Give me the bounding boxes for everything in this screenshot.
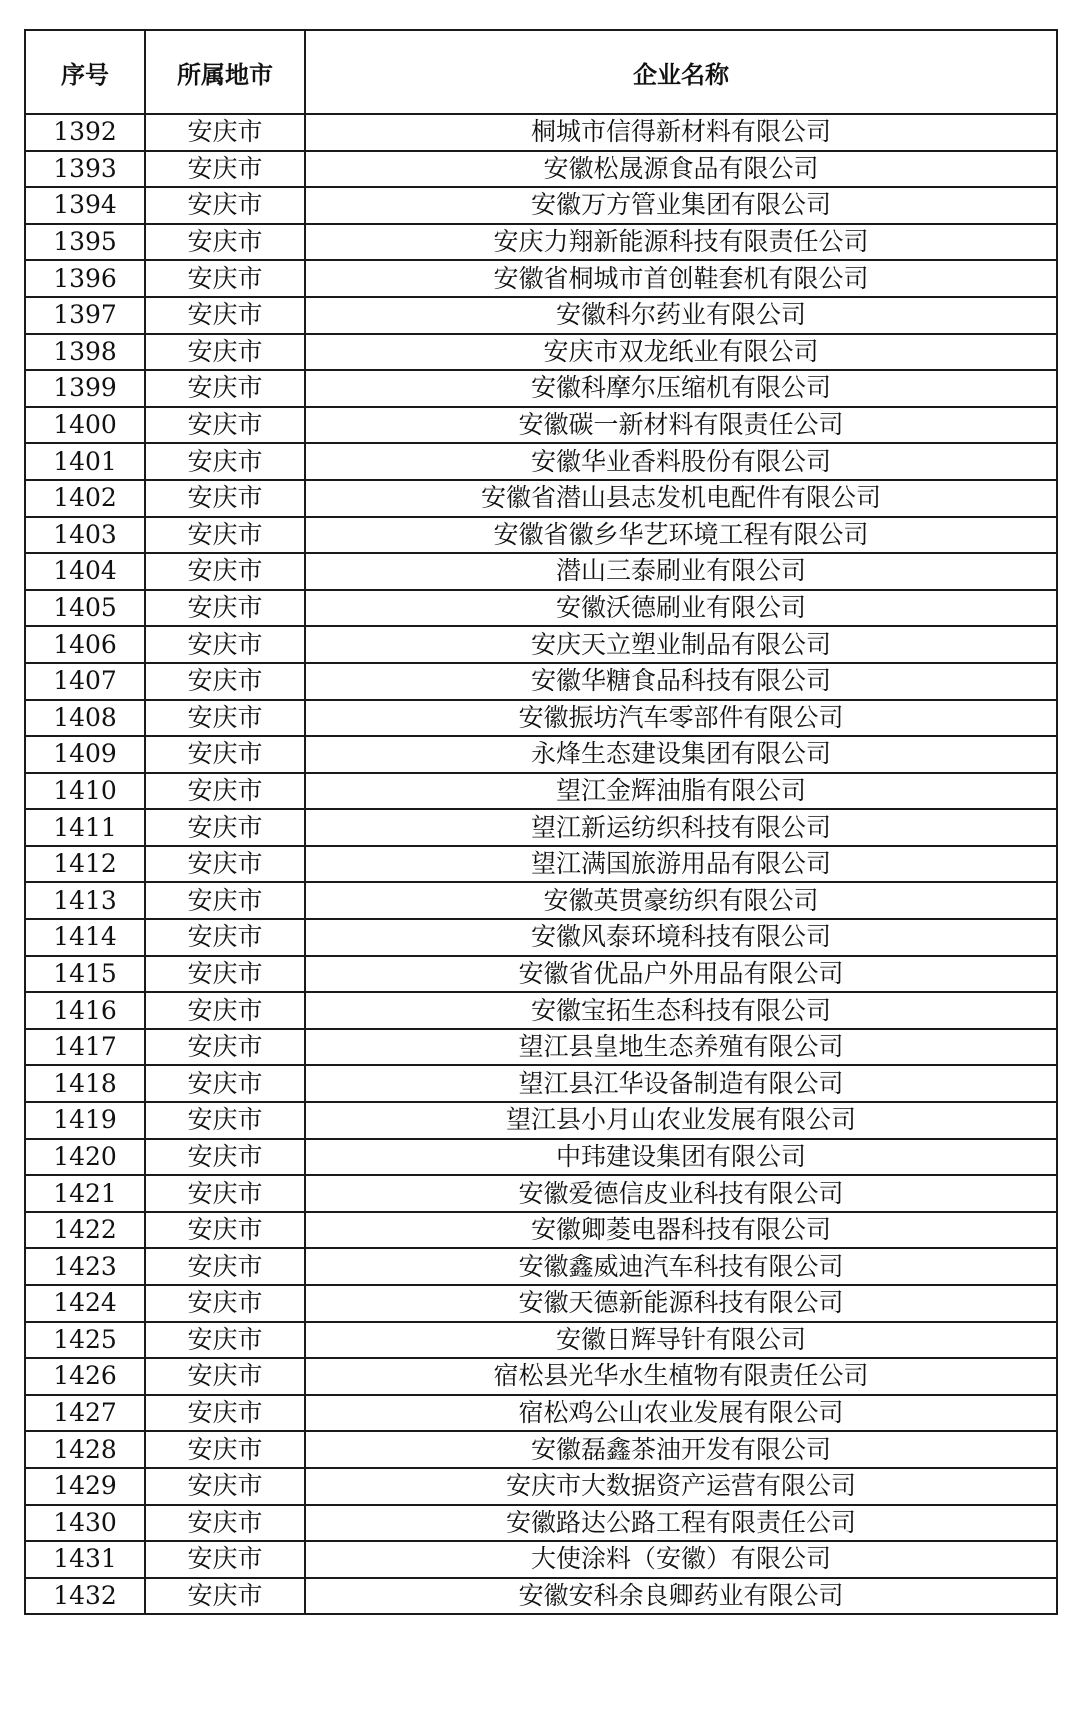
cell-company-name: 安徽振坊汽车零部件有限公司 [305, 700, 1057, 737]
cell-serial-number: 1400 [25, 407, 145, 444]
table-row [25, 992, 1057, 1029]
cell-city: 安庆市 [145, 1578, 305, 1615]
cell-company-name: 安徽万方管业集团有限公司 [305, 187, 1057, 224]
cell-serial-number: 1393 [25, 151, 145, 188]
cell-serial-number: 1414 [25, 919, 145, 956]
cell-company-name: 安徽路达公路工程有限责任公司 [305, 1505, 1057, 1542]
cell-company-name: 安庆市双龙纸业有限公司 [305, 334, 1057, 371]
cell-city: 安庆市 [145, 590, 305, 627]
cell-city: 安庆市 [145, 1322, 305, 1359]
cell-company-name: 潜山三泰刷业有限公司 [305, 553, 1057, 590]
cell-serial-number: 1423 [25, 1248, 145, 1285]
table-row [25, 1285, 1057, 1322]
table-row [25, 663, 1057, 700]
cell-city: 安庆市 [145, 1431, 305, 1468]
table-row [25, 1139, 1057, 1176]
cell-company-name: 安徽沃德刷业有限公司 [305, 590, 1057, 627]
table-row [25, 1212, 1057, 1249]
cell-city: 安庆市 [145, 882, 305, 919]
cell-serial-number: 1429 [25, 1468, 145, 1505]
table-row [25, 187, 1057, 224]
table-header-row [25, 30, 1057, 114]
cell-company-name: 安徽省徽乡华艺环境工程有限公司 [305, 517, 1057, 554]
table-row [25, 956, 1057, 993]
table-row [25, 443, 1057, 480]
cell-company-name: 安徽华业香料股份有限公司 [305, 443, 1057, 480]
cell-company-name: 望江新运纺织科技有限公司 [305, 809, 1057, 846]
cell-serial-number: 1415 [25, 956, 145, 993]
cell-company-name: 望江县小月山农业发展有限公司 [305, 1102, 1057, 1139]
cell-city: 安庆市 [145, 114, 305, 151]
cell-serial-number: 1426 [25, 1358, 145, 1395]
cell-city: 安庆市 [145, 1285, 305, 1322]
cell-serial-number: 1422 [25, 1212, 145, 1249]
cell-serial-number: 1417 [25, 1029, 145, 1066]
cell-company-name: 安徽风泰环境科技有限公司 [305, 919, 1057, 956]
cell-company-name: 安徽日辉导针有限公司 [305, 1322, 1057, 1359]
cell-company-name: 永烽生态建设集团有限公司 [305, 736, 1057, 773]
cell-serial-number: 1430 [25, 1505, 145, 1542]
table-row [25, 846, 1057, 883]
table-row [25, 809, 1057, 846]
cell-serial-number: 1416 [25, 992, 145, 1029]
cell-city: 安庆市 [145, 224, 305, 261]
cell-company-name: 安徽碳一新材料有限责任公司 [305, 407, 1057, 444]
cell-company-name: 安庆市大数据资产运营有限公司 [305, 1468, 1057, 1505]
table-row [25, 151, 1057, 188]
cell-serial-number: 1405 [25, 590, 145, 627]
cell-city: 安庆市 [145, 1395, 305, 1432]
header-company-name: 企业名称 [305, 30, 1057, 114]
cell-serial-number: 1396 [25, 260, 145, 297]
table-row [25, 370, 1057, 407]
cell-city: 安庆市 [145, 773, 305, 810]
cell-serial-number: 1427 [25, 1395, 145, 1432]
cell-serial-number: 1420 [25, 1139, 145, 1176]
cell-company-name: 安徽科尔药业有限公司 [305, 297, 1057, 334]
cell-company-name: 安徽宝拓生态科技有限公司 [305, 992, 1057, 1029]
cell-city: 安庆市 [145, 480, 305, 517]
table-row [25, 407, 1057, 444]
cell-company-name: 安徽安科余良卿药业有限公司 [305, 1578, 1057, 1615]
cell-city: 安庆市 [145, 1358, 305, 1395]
table-row [25, 1468, 1057, 1505]
cell-serial-number: 1397 [25, 297, 145, 334]
cell-company-name: 中玮建设集团有限公司 [305, 1139, 1057, 1176]
cell-company-name: 安徽松晟源食品有限公司 [305, 151, 1057, 188]
cell-city: 安庆市 [145, 736, 305, 773]
table-row [25, 590, 1057, 627]
table-row [25, 626, 1057, 663]
cell-company-name: 宿松鸡公山农业发展有限公司 [305, 1395, 1057, 1432]
header-city: 所属地市 [145, 30, 305, 114]
cell-company-name: 安徽爱德信皮业科技有限公司 [305, 1175, 1057, 1212]
cell-city: 安庆市 [145, 553, 305, 590]
table-row [25, 1578, 1057, 1615]
cell-city: 安庆市 [145, 919, 305, 956]
cell-company-name: 安徽省潜山县志发机电配件有限公司 [305, 480, 1057, 517]
cell-serial-number: 1412 [25, 846, 145, 883]
cell-city: 安庆市 [145, 1139, 305, 1176]
table-row [25, 224, 1057, 261]
table-row [25, 260, 1057, 297]
cell-serial-number: 1411 [25, 809, 145, 846]
cell-city: 安庆市 [145, 443, 305, 480]
cell-company-name: 安徽省优品户外用品有限公司 [305, 956, 1057, 993]
cell-serial-number: 1395 [25, 224, 145, 261]
table-row [25, 297, 1057, 334]
cell-city: 安庆市 [145, 370, 305, 407]
table-row [25, 1322, 1057, 1359]
cell-company-name: 安庆力翔新能源科技有限责任公司 [305, 224, 1057, 261]
cell-serial-number: 1410 [25, 773, 145, 810]
cell-company-name: 望江县江华设备制造有限公司 [305, 1065, 1057, 1102]
cell-serial-number: 1403 [25, 517, 145, 554]
cell-company-name: 安庆天立塑业制品有限公司 [305, 626, 1057, 663]
table-row [25, 700, 1057, 737]
table-row [25, 1505, 1057, 1542]
cell-city: 安庆市 [145, 1541, 305, 1578]
cell-company-name: 望江满国旅游用品有限公司 [305, 846, 1057, 883]
cell-serial-number: 1406 [25, 626, 145, 663]
table-row [25, 1029, 1057, 1066]
cell-company-name: 望江县皇地生态养殖有限公司 [305, 1029, 1057, 1066]
cell-company-name: 宿松县光华水生植物有限责任公司 [305, 1358, 1057, 1395]
cell-city: 安庆市 [145, 187, 305, 224]
table-row [25, 1541, 1057, 1578]
cell-serial-number: 1409 [25, 736, 145, 773]
table-row [25, 480, 1057, 517]
cell-company-name: 安徽鑫威迪汽车科技有限公司 [305, 1248, 1057, 1285]
cell-city: 安庆市 [145, 1468, 305, 1505]
cell-city: 安庆市 [145, 1102, 305, 1139]
cell-city: 安庆市 [145, 297, 305, 334]
table-row [25, 1395, 1057, 1432]
table-row [25, 882, 1057, 919]
table-row [25, 334, 1057, 371]
cell-serial-number: 1401 [25, 443, 145, 480]
cell-serial-number: 1425 [25, 1322, 145, 1359]
cell-serial-number: 1413 [25, 882, 145, 919]
cell-serial-number: 1428 [25, 1431, 145, 1468]
table-row [25, 1065, 1057, 1102]
cell-city: 安庆市 [145, 846, 305, 883]
table-row [25, 114, 1057, 151]
table-row [25, 1248, 1057, 1285]
cell-company-name: 安徽卿菱电器科技有限公司 [305, 1212, 1057, 1249]
cell-serial-number: 1431 [25, 1541, 145, 1578]
cell-company-name: 安徽省桐城市首创鞋套机有限公司 [305, 260, 1057, 297]
cell-company-name: 桐城市信得新材料有限公司 [305, 114, 1057, 151]
table-row [25, 517, 1057, 554]
cell-serial-number: 1404 [25, 553, 145, 590]
cell-city: 安庆市 [145, 517, 305, 554]
table-row [25, 1358, 1057, 1395]
cell-serial-number: 1408 [25, 700, 145, 737]
cell-city: 安庆市 [145, 1065, 305, 1102]
cell-city: 安庆市 [145, 1175, 305, 1212]
cell-serial-number: 1394 [25, 187, 145, 224]
table-body [25, 114, 1057, 1614]
cell-city: 安庆市 [145, 260, 305, 297]
cell-city: 安庆市 [145, 626, 305, 663]
table-row [25, 1102, 1057, 1139]
enterprise-list-sheet [24, 29, 1056, 1615]
cell-city: 安庆市 [145, 663, 305, 700]
table-row [25, 1175, 1057, 1212]
cell-company-name: 安徽英贯豪纺织有限公司 [305, 882, 1057, 919]
cell-company-name: 安徽华糖食品科技有限公司 [305, 663, 1057, 700]
cell-serial-number: 1418 [25, 1065, 145, 1102]
cell-city: 安庆市 [145, 809, 305, 846]
cell-city: 安庆市 [145, 992, 305, 1029]
table-row [25, 919, 1057, 956]
cell-serial-number: 1424 [25, 1285, 145, 1322]
cell-company-name: 望江金辉油脂有限公司 [305, 773, 1057, 810]
cell-serial-number: 1399 [25, 370, 145, 407]
cell-serial-number: 1421 [25, 1175, 145, 1212]
cell-city: 安庆市 [145, 1029, 305, 1066]
cell-company-name: 安徽磊鑫茶油开发有限公司 [305, 1431, 1057, 1468]
cell-city: 安庆市 [145, 1212, 305, 1249]
enterprise-table [24, 29, 1058, 1615]
table-row [25, 1431, 1057, 1468]
cell-serial-number: 1407 [25, 663, 145, 700]
cell-serial-number: 1402 [25, 480, 145, 517]
cell-company-name: 安徽科摩尔压缩机有限公司 [305, 370, 1057, 407]
cell-company-name: 大使涂料（安徽）有限公司 [305, 1541, 1057, 1578]
cell-company-name: 安徽天德新能源科技有限公司 [305, 1285, 1057, 1322]
cell-city: 安庆市 [145, 700, 305, 737]
cell-city: 安庆市 [145, 407, 305, 444]
table-row [25, 773, 1057, 810]
cell-serial-number: 1398 [25, 334, 145, 371]
cell-city: 安庆市 [145, 151, 305, 188]
cell-serial-number: 1419 [25, 1102, 145, 1139]
cell-serial-number: 1432 [25, 1578, 145, 1615]
table-row [25, 553, 1057, 590]
table-row [25, 736, 1057, 773]
cell-city: 安庆市 [145, 334, 305, 371]
header-serial-number: 序号 [25, 30, 145, 114]
cell-city: 安庆市 [145, 1248, 305, 1285]
cell-serial-number: 1392 [25, 114, 145, 151]
cell-city: 安庆市 [145, 1505, 305, 1542]
cell-city: 安庆市 [145, 956, 305, 993]
